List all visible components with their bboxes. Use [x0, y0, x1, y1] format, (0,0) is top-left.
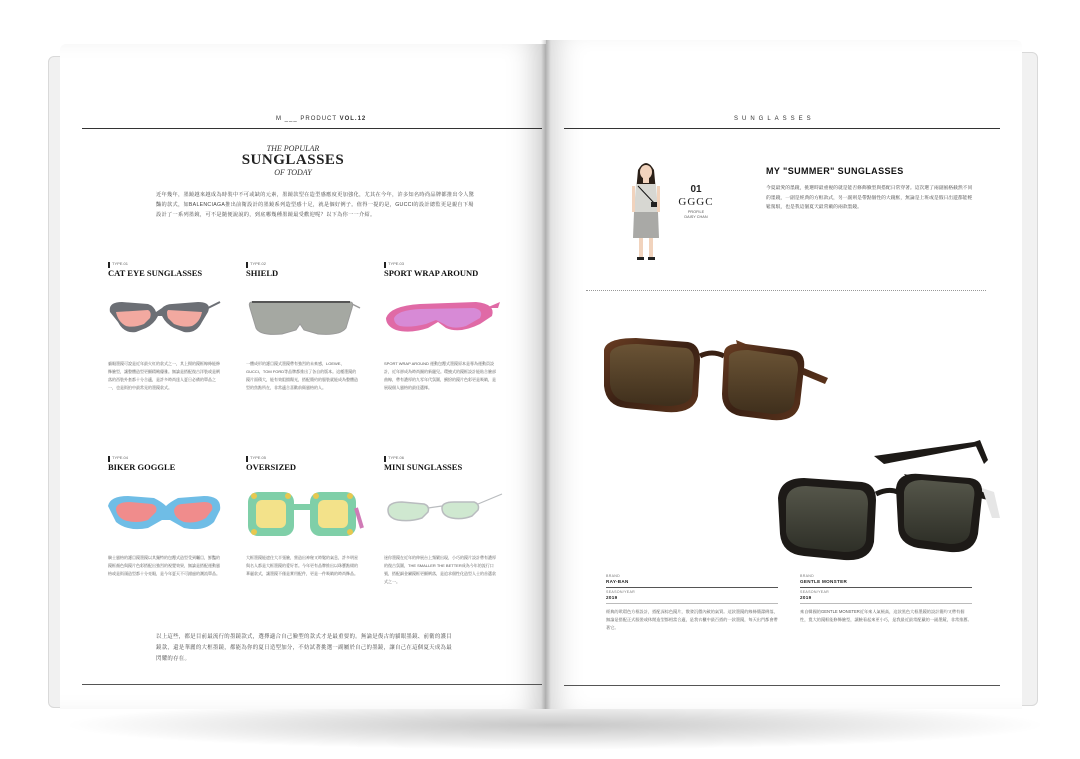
- profile-label: PROFILE: [687, 210, 705, 214]
- left-bottom-rule: [82, 684, 542, 685]
- title-line1: THE POPULAR: [266, 144, 320, 153]
- category-description: 騎士風格的護目鏡墨鏡以其獨特的包覆式造型受到矚目，鮮豔的鏡框顏色與鏡片色彩搭配出強烈的視覺效果，無論是搭配運動風格或是街頭造型都十分亮眼，是今年夏天不可錯過的潮流單品。: [108, 555, 220, 576]
- category-description: 一體成形的護目鏡式墨鏡帶有強烈的未來感，LOEWE、GUCCI、TOM FORD等品牌都推出了各自的版本。這種墨鏡的鏡片面積大，能有效阻擋陽光，搭配簡約的服裝就能成為整體造型的焦點所在，非常適合喜歡前衛風格的人。: [246, 361, 358, 390]
- book-spine: [541, 40, 551, 709]
- left-top-rule: [82, 128, 542, 129]
- product-description: 來自韓國的GENTLE MONSTER近年來人氣極高，這款黑色大框墨鏡的設計簡約又帶有個性，寬大的鏡框能修飾臉型，讓臉看起來更小巧，是我最近最常配戴的一副墨鏡，非常推薦。: [800, 609, 972, 622]
- right-page: [546, 40, 1022, 709]
- product-description: 經典的玳瑁色方框設計，搭配深棕色鏡片，散發沉穩內斂的氣質。這款墨鏡的線條簡潔俐落，無論是搭配正式服裝或休閒造型都相當合適，是我衣櫃中最百搭的一款墨鏡，每天出門都會帶著它。: [606, 609, 778, 630]
- season-label: SEASON/YEAR: [606, 590, 636, 594]
- intro-paragraph: 近年幾年，墨鏡越來越成為時裝中不可或缺的元素，墨鏡款型在造型感應度更加強化，尤其在今年，許多知名時尚品牌都推出令人驚豔的款式，如BALENCIAGA推出前衛設計的墨鏡系列造型感十足，就是個好例子。值得一提的是，GUCCI的設計總監更是親自下場設計了一系列墨鏡，可不是隨便說說的，到底哪幾種墨鏡最受歡迎呢？以下為你一一介紹。: [156, 192, 475, 218]
- category-type: TYPE.02: [250, 261, 267, 266]
- category-name: OVERSIZED: [246, 462, 297, 472]
- category-sunglasses-image: [380, 294, 504, 348]
- profile-code: GGGC: [678, 196, 714, 208]
- category-name: SPORT WRAP AROUND: [384, 268, 479, 278]
- title-line3: OF TODAY: [274, 168, 312, 177]
- profile-number: 01: [690, 184, 702, 195]
- category-sunglasses-image: [104, 294, 228, 348]
- right-running-head: SUNGLASSES: [734, 116, 815, 122]
- section-body: 今夏最愛的墨鏡，挑選時最重視的就是能否修飾臉型與搭配日常穿著。這次選了兩副風格截然不同的墨鏡，一副是經典的方框款式，另一副則是帶點個性的大鏡框，無論是上班或是假日出遊都能輕鬆駕馭，也是我這個夏天最常戴的兩款墨鏡。: [766, 186, 973, 211]
- section-title: MY "SUMMER" SUNGLASSES: [766, 166, 904, 176]
- category-type: TYPE.04: [112, 455, 129, 460]
- category-sunglasses-image: [104, 488, 228, 542]
- category-description: 迷你墨鏡在近年的伸展台上頻繁出現，小巧的鏡片設計帶有濃厚的復古氛圍，THE SMALLER THE BETTER成為今年的流行口號，搭配細金屬鏡框更顯俐落，是追求個性化造型人士的首選款式之一。: [384, 555, 496, 584]
- brand-name: RAY-BAN: [606, 579, 629, 584]
- brand-name: GENTLE MONSTER: [800, 579, 848, 584]
- outro-paragraph: 以上這些，都是目前最流行的墨鏡款式，選擇適合自己臉型的款式才是最重要的。無論是復古的貓眼墨鏡、前衛的護目鏡款，還是華麗的大框墨鏡，都能為你的夏日造型加分，不妨試著挑選一副屬於自己的墨鏡，讓自己在這個夏天成為最閃耀的存在。: [156, 634, 452, 662]
- profile-name: DAISY CHAN: [684, 215, 708, 219]
- season-year: 2019: [800, 595, 812, 600]
- caption-rule: [800, 603, 972, 604]
- left-running-head: M ___ PRODUCT VOL.12: [276, 116, 367, 122]
- title-line2: SUNGLASSES: [241, 152, 345, 168]
- left-page: [60, 44, 546, 709]
- caption-rule: [606, 603, 778, 604]
- category-name: MINI SUNGLASSES: [384, 462, 463, 472]
- season-label: SEASON/YEAR: [800, 590, 830, 594]
- rayban-sunglasses-image: [596, 330, 836, 450]
- brand-label: BRAND: [606, 574, 621, 578]
- category-type: TYPE.06: [388, 455, 405, 460]
- category-type: TYPE.03: [388, 261, 405, 266]
- right-bottom-rule: [564, 685, 1000, 686]
- category-type: TYPE.05: [250, 455, 267, 460]
- brand-label: BRAND: [800, 574, 815, 578]
- category-name: SHIELD: [246, 268, 279, 278]
- gentle-monster-sunglasses-image: [774, 438, 1004, 573]
- caption-rule: [800, 587, 972, 588]
- category-description: 大框墨鏡能遮住大半張臉，營造出神秘又時髦的氣息，許多明星與名人都是大框墨鏡的愛好者。今年更有品牌推出以珠寶點綴的華麗款式，讓墨鏡不僅是實用配件，更是一件吸睛的時尚飾品。: [246, 555, 358, 576]
- category-sunglasses-image: [242, 488, 366, 542]
- category-name: BIKER GOGGLE: [108, 462, 176, 472]
- category-description: 貓眼墨鏡可說是近年最火紅的款式之一，其上揚的鏡框線條能修飾臉型，讓整體造型更顯精緻優雅。無論是搭配復古洋裝或是俐落的西裝外套都十分合適，是許多時尚達人夏日必備的單品之一，也是街拍中最常見的墨鏡款式。: [108, 361, 220, 390]
- category-name: CAT EYE SUNGLASSES: [108, 268, 203, 278]
- category-sunglasses-image: [380, 488, 504, 542]
- category-type: TYPE.01: [112, 261, 129, 266]
- season-year: 2019: [606, 595, 618, 600]
- caption-rule: [606, 587, 778, 588]
- category-sunglasses-image: [242, 294, 366, 348]
- right-top-rule: [564, 128, 1000, 129]
- dotted-divider: [586, 290, 986, 291]
- category-description: SPORT WRAP AROUND 運動包覆式墨鏡原本是專為運動員設計，近年卻成為時尚圈的新寵兒。環繞式的鏡框設計能貼合臉部曲線，帶有濃厚的九零年代氛圍，繽紛的鏡片色彩更是吸睛，是展現個人風格的最佳選擇。: [384, 361, 496, 390]
- profile-illustration: [626, 158, 666, 263]
